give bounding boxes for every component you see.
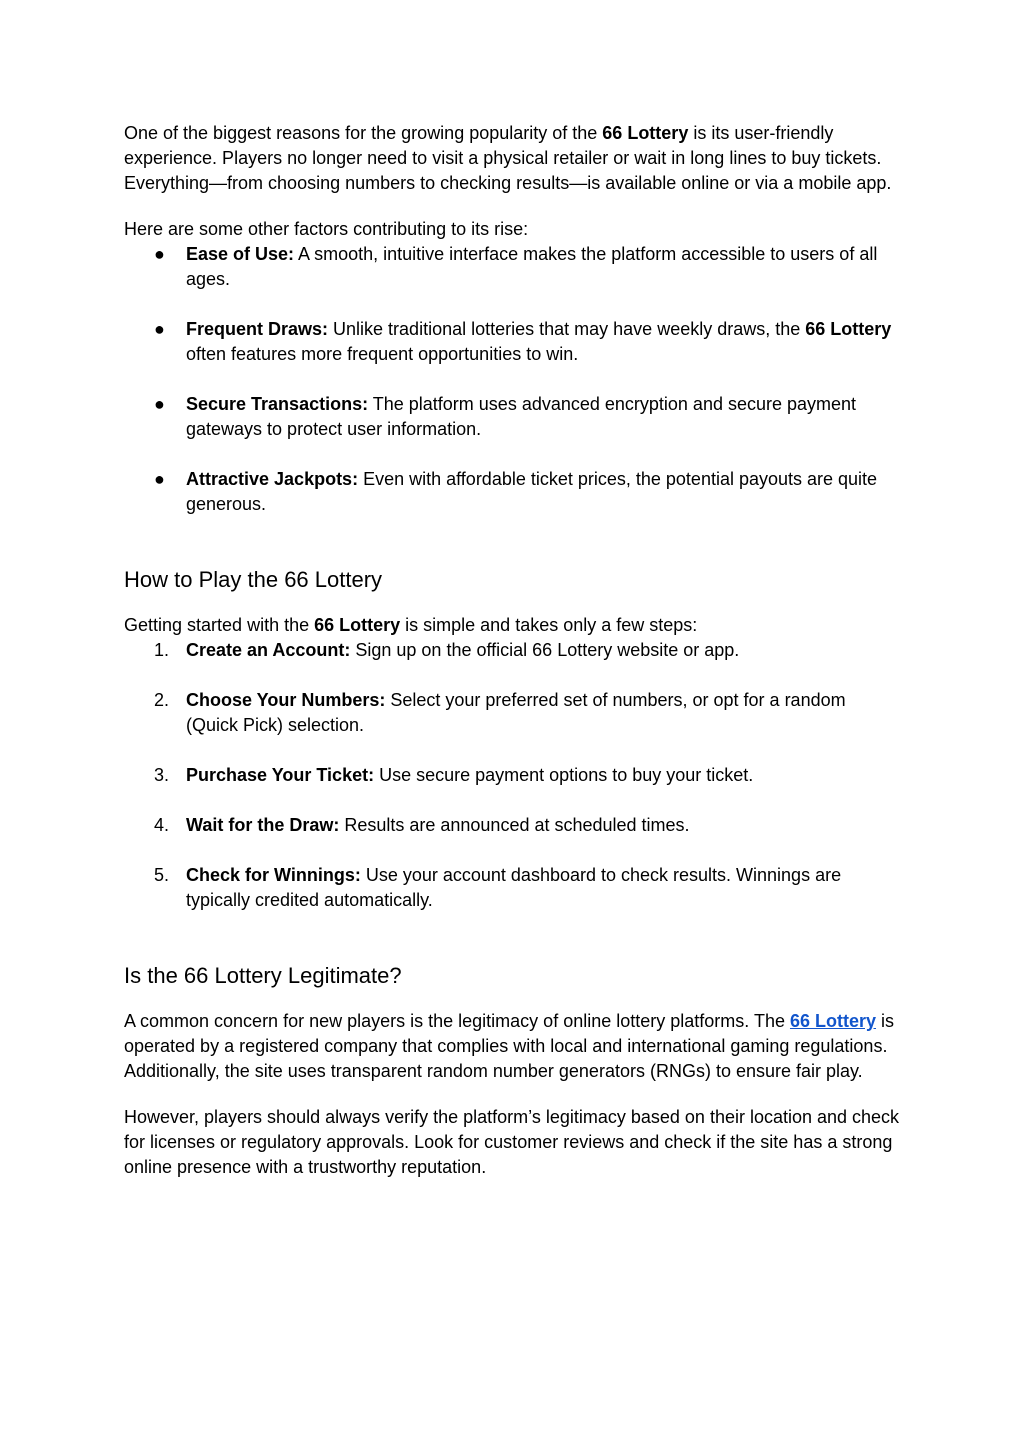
step-item: 1. Create an Account: Sign up on the official 66 Lottery website or app.: [124, 638, 900, 663]
bullet-icon: ●: [154, 469, 165, 489]
bullet-icon: ●: [154, 319, 165, 339]
list-item-label: Secure Transactions:: [186, 394, 369, 414]
step-label: Choose Your Numbers:: [186, 690, 386, 710]
step-number: 4.: [154, 815, 170, 835]
document-page: [124, 121, 900, 1180]
list-item-label: Frequent Draws:: [186, 319, 329, 339]
step-item: 2. Choose Your Numbers: Select your preferred set of numbers, or opt for a random (Quick Pick) selection.: [154, 690, 846, 735]
66-lottery-link[interactable]: 66 Lottery: [789, 1011, 876, 1031]
step-label: Wait for the Draw:: [186, 815, 340, 835]
step-item: 5. Check for Winnings: Use your account dashboard to check results. Winnings are typically credited automatically.: [154, 865, 842, 910]
step-label: Purchase Your Ticket:: [186, 765, 375, 785]
bullet-icon: ●: [154, 394, 165, 414]
list-item: ● Ease of Use: A smooth, intuitive interface makes the platform accessible to users of all ages.: [154, 244, 878, 289]
factors-list: [124, 242, 900, 517]
step-label: Check for Winnings:: [186, 865, 361, 885]
steps-list: [124, 638, 900, 913]
list-item: ● Attractive Jackpots: Even with affordable ticket prices, the potential payouts are quite generous.: [154, 469, 878, 514]
step-item: 4. Wait for the Draw: Results are announced at scheduled times.: [124, 813, 900, 838]
brand-name-bold: 66 Lottery: [602, 123, 689, 143]
legitimacy-heading: Is the 66 Lottery Legitimate?: [124, 963, 402, 988]
list-item-label: Attractive Jackpots:: [186, 469, 359, 489]
intro-paragraph: One of the biggest reasons for the growing popularity of the 66 Lottery is its user-friendly experience. Players no longer need to visit a physical retailer or wait in long lines to buy tickets. Everything—from choosing numbers to checking results—is available online or via a mobile app.: [124, 123, 892, 193]
step-number: 1.: [154, 640, 170, 660]
verification-paragraph: However, players should always verify the platform’s legitimacy based on their location and check for licenses or regulatory approvals. Look for customer reviews and check if the site has a strong online presence with a trustworthy reputation.: [124, 1107, 900, 1177]
step-item: 3. Purchase Your Ticket: Use secure payment options to buy your ticket.: [124, 763, 900, 788]
step-number: 2.: [154, 690, 170, 710]
list-item-label: Ease of Use:: [186, 244, 295, 264]
list-item: ● Frequent Draws: Unlike traditional lotteries that may have weekly draws, the 66 Lottery often features more frequent opportunities to win.: [154, 319, 892, 364]
factors-intro: Here are some other factors contributing to its rise:: [124, 219, 529, 239]
step-number: 3.: [154, 765, 170, 785]
how-to-play-intro: Getting started with the 66 Lottery is simple and takes only a few steps:: [124, 615, 698, 635]
step-label: Create an Account:: [186, 640, 351, 660]
how-to-play-heading: How to Play the 66 Lottery: [124, 567, 383, 592]
legitimacy-paragraph: A common concern for new players is the legitimacy of online lottery platforms. The 66 Lottery is operated by a registered company that complies with local and international gaming regulations. Additionally, the site uses transparent random number generators (RNGs) to ensure fair play.: [124, 1011, 894, 1081]
bullet-icon: ●: [154, 244, 165, 264]
step-number: 5.: [154, 865, 170, 885]
list-item: ● Secure Transactions: The platform uses advanced encryption and secure payment gateways to protect user information.: [154, 394, 857, 439]
